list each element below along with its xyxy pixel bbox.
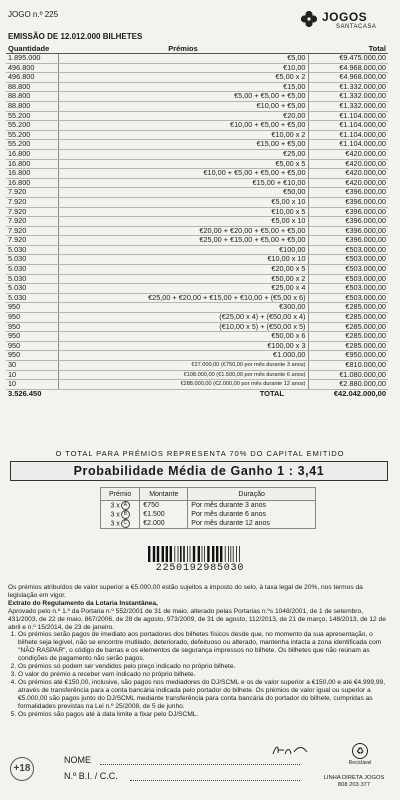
odds-amount: €2.000 (140, 519, 188, 529)
prize-quantity: 10 (6, 370, 58, 380)
prize-row (6, 178, 388, 188)
prize-description: €20,00 (58, 111, 308, 121)
prize-total: €503.000,00 (308, 255, 388, 265)
barcode-bar (220, 546, 222, 562)
barcode-bar (202, 546, 203, 562)
prize-quantity: 88.800 (6, 82, 58, 92)
prize-description: €10,00 x 2 (58, 130, 308, 140)
prize-total: €420.000,00 (308, 159, 388, 169)
prize-row (6, 322, 388, 332)
prize-quantity: 5.030 (6, 284, 58, 294)
prize-description: (€10,00 x 5) + (€50,00 x 5) (58, 322, 308, 332)
prize-total: €396.000,00 (308, 236, 388, 246)
prize-quantity: 7.920 (6, 236, 58, 246)
prize-total: €1.104.000,00 (308, 130, 388, 140)
recyclable-mark (343, 743, 377, 773)
prize-quantity: 5.030 (6, 293, 58, 303)
legal-text (8, 584, 390, 718)
prize-row (6, 255, 388, 265)
prize-description: €300,00 (58, 303, 308, 313)
prize-description: €20,00 + €20,00 + €5,00 + €5,00 (58, 226, 308, 236)
hotline-number: 808 203 377 (337, 782, 371, 788)
odds-prize (101, 519, 140, 529)
prize-total: €950.000,00 (308, 351, 388, 361)
prize-description: €10,00 + €5,00 + €5,00 (58, 121, 308, 131)
prize-row (6, 274, 388, 284)
prize-description: €5,00 x 2 (58, 73, 308, 83)
barcode-bar (207, 546, 209, 562)
prize-description: €10,00 + €5,00 (58, 101, 308, 111)
regulation-body: Aprovado pelo n.º 1.º da Portaria n.º 552/2001 de 31 de maio, alterado pelas Portarias n.ºs 1048/2001, de 1 de setembro, 431/2003, de 22 de maio, 867/2006, de 28 de agosto, 973/2009, de 31 de agosto, 112/2013, de 21 de março, 148/2013, de 12 de abril e n.º 15/2014, de 23 de janeiro. (8, 607, 386, 631)
prize-description: €20,00 x 5 (58, 265, 308, 275)
barcode-bar (170, 546, 172, 562)
recycle-icon: ♻ (352, 743, 368, 759)
prize-quantity: 7.920 (6, 207, 58, 217)
prize-quantity: 16.800 (6, 159, 58, 169)
prize-row (6, 361, 388, 371)
prize-quantity: 7.920 (6, 197, 58, 207)
prize-row (6, 245, 388, 255)
prize-description: €25,00 x 4 (58, 284, 308, 294)
prize-total: €285.000,00 (308, 332, 388, 342)
prize-total: €1.104.000,00 (308, 111, 388, 121)
header-prizes: Prémios (58, 44, 308, 54)
prize-description: €1.000,00 (58, 351, 308, 361)
barcode-bar (174, 546, 175, 562)
prize-quantity: 30 (6, 361, 58, 371)
prize-quantity: 5.030 (6, 274, 58, 284)
prize-row (6, 111, 388, 121)
prize-total: €420.000,00 (308, 178, 388, 188)
age-restriction-badge: +18 (10, 757, 34, 781)
prize-description: €25,00 (58, 149, 308, 159)
prize-quantity: 950 (6, 332, 58, 342)
odds-duration: Por mês durante 3 anos (188, 501, 316, 511)
prize-quantity: 55.200 (6, 130, 58, 140)
prize-total: €1.332.000,00 (308, 82, 388, 92)
emission-title: EMISSÃO DE 12.012.000 BILHETES (8, 32, 143, 41)
prize-quantity: 88.800 (6, 101, 58, 111)
prize-quantity: 950 (6, 341, 58, 351)
prize-row (6, 351, 388, 361)
id-label: N.º B.I. / C.C. (64, 771, 118, 781)
odds-prize (101, 501, 140, 511)
prize-description: €5,00 x 10 (58, 197, 308, 207)
prize-row (6, 207, 388, 217)
prize-row (6, 73, 388, 83)
odds-header-amount: Montante (140, 488, 188, 501)
barcode-bar (183, 546, 185, 562)
prize-total: €810.000,00 (308, 361, 388, 371)
prize-table-footer (6, 389, 388, 398)
prize-description: €10,00 x 5 (58, 207, 308, 217)
prize-row (6, 284, 388, 294)
prize-quantity: 7.920 (6, 217, 58, 227)
regulation-item: 5. Os prémios são pagos até à data limite a fixar pelo DJ/SCML. (18, 711, 390, 719)
barcode-bar (187, 546, 188, 562)
odds-duration: Por mês durante 6 anos (188, 510, 316, 519)
prize-quantity: 950 (6, 303, 58, 313)
prize-symbol-icon: C (121, 519, 130, 528)
barcode-bar (212, 546, 214, 562)
prize-total: €285.000,00 (308, 341, 388, 351)
prize-total: €1.104.000,00 (308, 121, 388, 131)
signature-mark (270, 742, 310, 758)
id-field[interactable] (130, 780, 300, 781)
prize-description: €10,00 + €5,00 + €5,00 + €5,00 (58, 169, 308, 179)
prize-symbol-icon: B (121, 510, 130, 519)
prize-total: €420.000,00 (308, 169, 388, 179)
prize-description: €50,00 (58, 188, 308, 198)
prize-description: €100,00 x 3 (58, 341, 308, 351)
barcode-number: 2250192985030 (155, 563, 245, 574)
prize-description: €50,00 x 2 (58, 274, 308, 284)
prize-row (6, 188, 388, 198)
prize-description: €100,00 (58, 245, 308, 255)
prize-total: €503.000,00 (308, 293, 388, 303)
prize-description: €15,00 + €10,00 (58, 178, 308, 188)
prize-total: €4.968.000,00 (308, 73, 388, 83)
prize-quantity: 16.800 (6, 149, 58, 159)
prize-row (6, 121, 388, 131)
prize-table-header (6, 44, 388, 54)
odds-header-prize: Prémio (101, 488, 140, 501)
prize-total: €9.475.000,00 (308, 54, 388, 64)
prize-row (6, 293, 388, 303)
footer-total-label: TOTAL (58, 389, 308, 398)
odds-header-duration: Duração (188, 488, 316, 501)
prize-description: €5,00 x 10 (58, 217, 308, 227)
odds-prize-count: 3 x (110, 502, 120, 510)
barcode-bar (193, 546, 195, 562)
prize-row (6, 332, 388, 342)
prize-row (6, 303, 388, 313)
prize-row (6, 236, 388, 246)
probability-box: Probabilidade Média de Ganho 1 : 3,41 (10, 461, 388, 481)
barcode-bar (180, 546, 182, 562)
barcode-bar (153, 546, 155, 562)
barcode-bar (157, 546, 159, 562)
prize-total: €396.000,00 (308, 226, 388, 236)
prize-description: €5,00 x 5 (58, 159, 308, 169)
regulation-item: 4. Os prémios até €150,00, inclusive, são pagos nos mediadores do DJ/SCML e os de valor superior a €150,00 e até €4.999,99, através de transferência para a conta bancária indicada pelo portador do bilhete. Os prémios de valor igual ou superior a €5.000,00 são pagos junto do DJ/SCML mediante transferência para conta bancária do portador do bilhete, cumpridas as formalidades previstas na Lei n.º 25/2008, de 5 de junho. (18, 679, 390, 711)
prize-total: €285.000,00 (308, 322, 388, 332)
prize-total: €285.000,00 (308, 313, 388, 323)
hotline (313, 775, 395, 789)
odds-duration: Por mês durante 12 anos (188, 519, 316, 529)
barcode-bar (230, 546, 231, 562)
prize-total: €285.000,00 (308, 303, 388, 313)
prize-row (6, 226, 388, 236)
prize-quantity: 5.030 (6, 245, 58, 255)
prize-quantity: 88.800 (6, 92, 58, 102)
prize-row (6, 82, 388, 92)
game-number: JOGO n.º 225 (8, 10, 59, 19)
prize-row (6, 130, 388, 140)
prize-quantity: 5.030 (6, 265, 58, 275)
prize-row (6, 92, 388, 102)
prize-total: €1.332.000,00 (308, 101, 388, 111)
tax-notice: Os prémios atribuídos de valor superior a €5.000,00 estão sujeitos a imposto do selo, à taxa legal de 20%, nos termos da legislação em vigor. (8, 584, 363, 599)
regulation-item: 2. Os prémios só podem ser vendidos pelo preço indicado no próprio bilhete. (18, 663, 390, 671)
prize-total: €396.000,00 (308, 217, 388, 227)
barcode-bar (225, 546, 226, 562)
prize-quantity: 5.030 (6, 255, 58, 265)
barcode-bar (216, 546, 218, 562)
prize-row (6, 63, 388, 73)
prize-total: €503.000,00 (308, 245, 388, 255)
barcode-bar (233, 546, 234, 562)
barcode-bar (239, 546, 240, 562)
prize-total: €1.104.000,00 (308, 140, 388, 150)
odds-row (101, 501, 316, 511)
odds-table (100, 487, 316, 529)
barcode-bar (198, 546, 200, 562)
jogos-santacasa-logo (300, 8, 390, 36)
prize-row (6, 217, 388, 227)
barcode-bar (166, 546, 168, 562)
name-field[interactable] (100, 764, 300, 765)
prize-quantity: 1.895.000 (6, 54, 58, 64)
prize-total: €4.968.000,00 (308, 63, 388, 73)
recyclable-label: Reciclável (348, 760, 372, 766)
footer-quantity: 3.526.450 (6, 389, 58, 398)
prize-quantity: 16.800 (6, 169, 58, 179)
header-total: Total (308, 44, 388, 54)
barcode-bar (228, 546, 229, 562)
prize-description: €15,00 + €5,00 (58, 140, 308, 150)
odds-row (101, 510, 316, 519)
prize-row (6, 370, 388, 380)
prize-row (6, 54, 388, 64)
prize-symbol-icon: A (121, 501, 130, 510)
prize-description: (€25,00 x 4) + (€50,00 x 4) (58, 313, 308, 323)
prize-quantity: 55.200 (6, 140, 58, 150)
logo-subtitle: SANTACASA (336, 24, 377, 30)
regulation-list (8, 631, 390, 718)
prize-description: €5,00 + €5,00 + €5,00 (58, 92, 308, 102)
prize-total: €420.000,00 (308, 149, 388, 159)
prize-description: €50,00 x 6 (58, 332, 308, 342)
prize-total: €503.000,00 (308, 274, 388, 284)
prize-quantity: 7.920 (6, 226, 58, 236)
prize-description: €25,00 + €15,00 + €5,00 + €5,00 (58, 236, 308, 246)
prize-description: €108.000,00 (€1.500,00 por mês durante 6 anos) (58, 370, 308, 380)
prize-row (6, 159, 388, 169)
footer-total-value: €42.042.000,00 (308, 389, 388, 398)
prize-description: €10,00 x 10 (58, 255, 308, 265)
prize-quantity: 496.800 (6, 73, 58, 83)
prize-description: €15,00 (58, 82, 308, 92)
regulation-item: 3. O valor do prémio a receber vem indicado no próprio bilhete. (18, 671, 390, 679)
prize-quantity: 10 (6, 380, 58, 390)
prize-description: €288.000,00 (€2.000,00 por mês durante 12 anos) (58, 380, 308, 390)
prize-row (6, 101, 388, 111)
prize-total: €396.000,00 (308, 207, 388, 217)
prize-quantity: 950 (6, 351, 58, 361)
prize-description: €5,00 (58, 54, 308, 64)
name-label: NOME (64, 755, 91, 765)
prize-quantity: 950 (6, 313, 58, 323)
prize-quantity: 16.800 (6, 178, 58, 188)
prize-total: €1.332.000,00 (308, 92, 388, 102)
prize-quantity: 496.800 (6, 63, 58, 73)
prize-total: €2.880.000,00 (308, 380, 388, 390)
prize-row (6, 313, 388, 323)
prize-row (6, 341, 388, 351)
odds-prize (101, 510, 140, 519)
barcode-bar (162, 546, 164, 562)
odds-prize-count: 3 x (110, 511, 120, 519)
capital-notice: O TOTAL PARA PRÉMIOS REPRESENTA 70% DO CAPITAL EMITIDO (55, 449, 345, 458)
barcode-bar (178, 546, 179, 562)
prize-total: €396.000,00 (308, 197, 388, 207)
prize-row (6, 380, 388, 390)
barcode-bar (148, 546, 150, 562)
prize-row (6, 169, 388, 179)
prize-quantity: 55.200 (6, 111, 58, 121)
prize-description: €10,00 (58, 63, 308, 73)
prize-row (6, 197, 388, 207)
barcode-bar (190, 546, 191, 562)
logo-title: JOGOS (322, 10, 368, 24)
prize-total: €396.000,00 (308, 188, 388, 198)
clover-icon (300, 10, 318, 28)
regulation-item: 1. Os prémios serão pagos de imediato aos portadores dos bilhetes físicos desde que, no momento da sua apresentação, o bilhete seja legível, não se encontre mutilado, deteriorado, defeituoso ou alterado, mantenha intacta a zona identificada com "NÃO RASPAR", o código de barras e os elementos de segurança impressos no bilhete. Os bilhetes que não reúnam as condições de pagamento não serão pagos. (18, 631, 390, 663)
odds-prize-count: 3 x (110, 520, 120, 528)
barcode-bar (236, 546, 237, 562)
prize-quantity: 950 (6, 322, 58, 332)
prize-table (6, 44, 388, 398)
barcode-bar (204, 546, 205, 562)
prize-total: €503.000,00 (308, 284, 388, 294)
barcode (146, 546, 254, 562)
prize-description: €27.000,00 (€750,00 por mês durante 3 anos) (58, 361, 308, 371)
prize-description: €25,00 + €20,00 + €15,00 + €10,00 + (€5,00 x 6) (58, 293, 308, 303)
header-quantity: Quantidade (6, 44, 58, 54)
odds-amount: €1.500 (140, 510, 188, 519)
odds-row (101, 519, 316, 529)
prize-row (6, 265, 388, 275)
prize-total: €503.000,00 (308, 265, 388, 275)
regulation-title: Extrato do Regulamento da Lotaria Instantânea, (8, 599, 158, 607)
prize-quantity: 55.200 (6, 121, 58, 131)
hotline-label: LINHA DIRETA JOGOS (323, 775, 385, 781)
odds-header (101, 488, 316, 501)
prize-quantity: 7.920 (6, 188, 58, 198)
prize-row (6, 140, 388, 150)
odds-amount: €750 (140, 501, 188, 511)
prize-row (6, 149, 388, 159)
prize-total: €1.080.000,00 (308, 370, 388, 380)
